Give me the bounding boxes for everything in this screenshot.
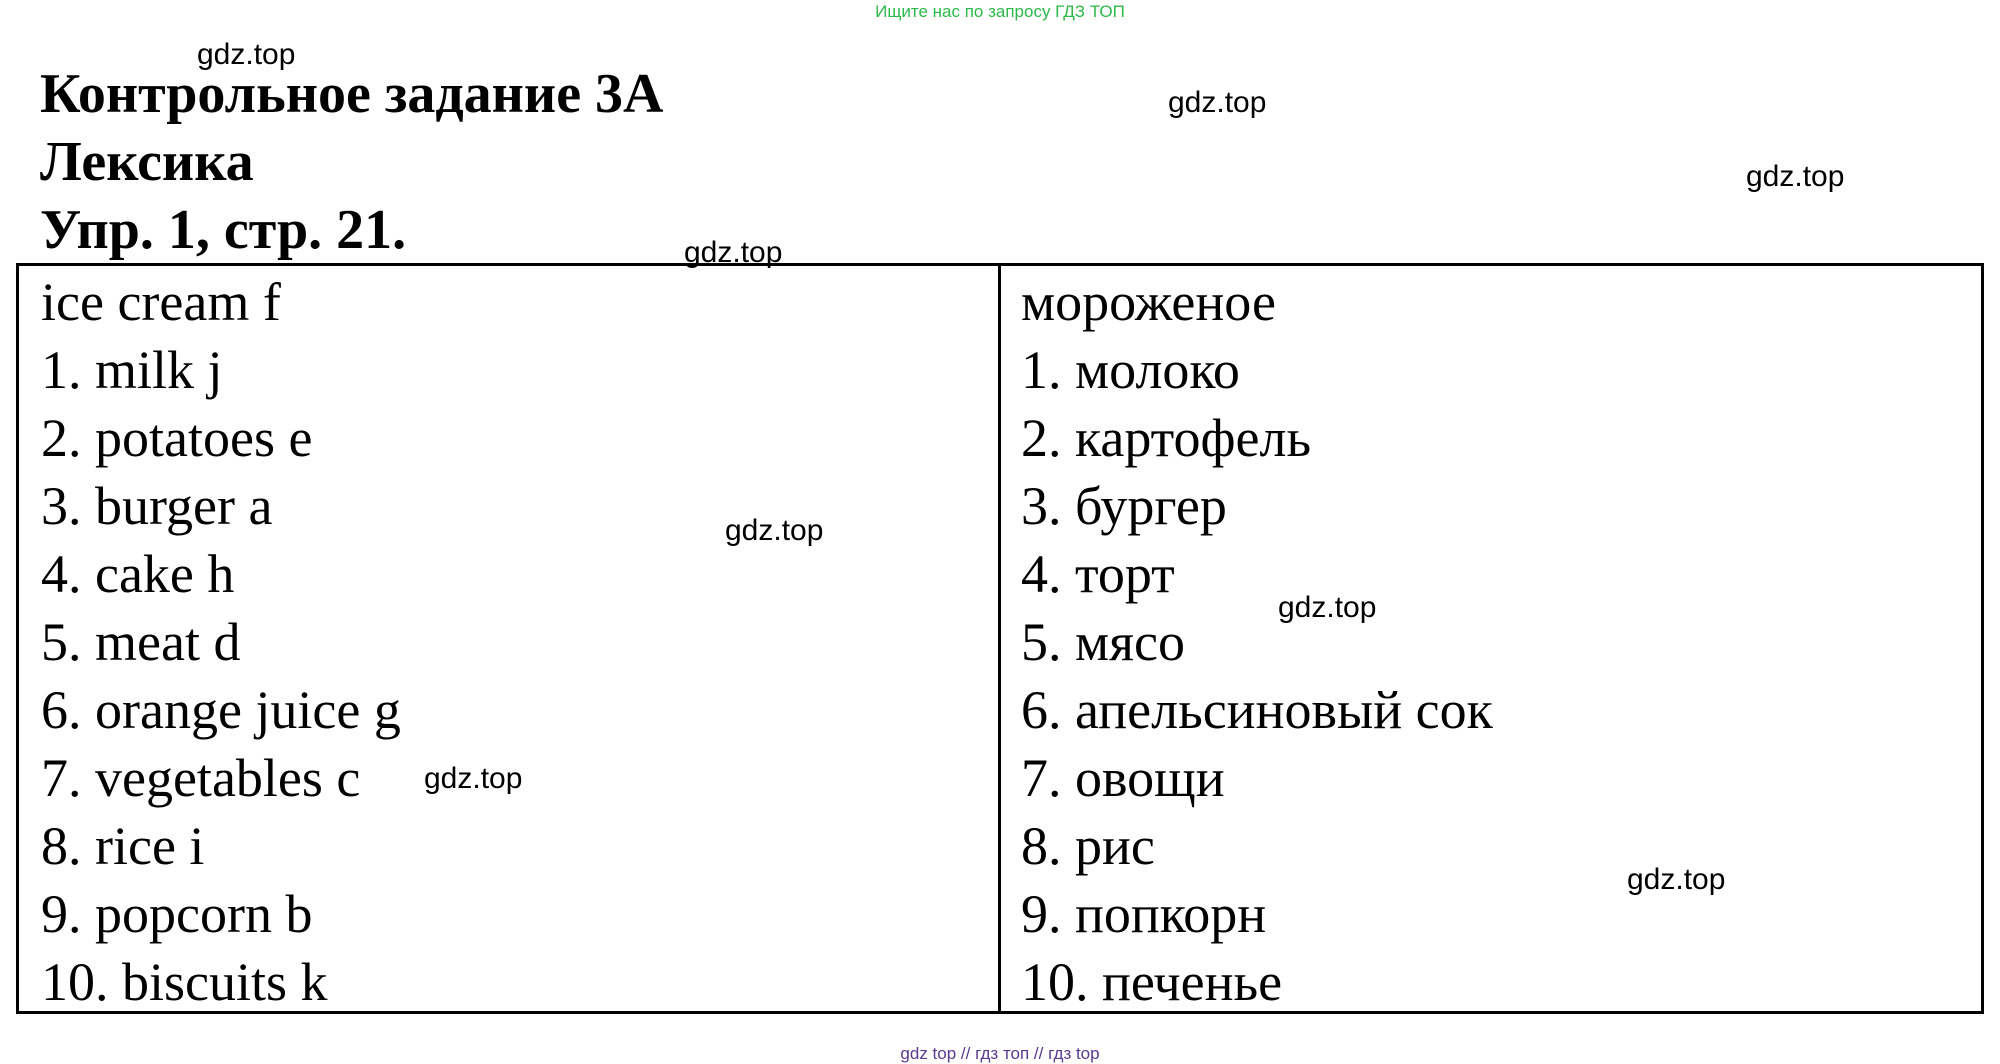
english-row: 3. burger a <box>41 476 273 536</box>
english-row: ice cream f <box>41 272 281 332</box>
page-title: Контрольное задание 3А <box>40 63 664 125</box>
english-row: 6. orange juice g <box>41 680 401 740</box>
russian-row: 1. молоко <box>1021 340 1240 400</box>
russian-row: 8. рис <box>1021 816 1155 876</box>
russian-row: 4. торт <box>1021 544 1175 604</box>
top-banner: Ищите нас по запросу ГДЗ ТОП <box>875 2 1125 21</box>
english-row: 10. biscuits k <box>41 952 328 1012</box>
footer-links: gdz top // гдз топ // гдз top <box>900 1044 1100 1063</box>
english-row: 4. cake h <box>41 544 235 604</box>
russian-row: 9. попкорн <box>1021 884 1267 944</box>
english-row: 1. milk j <box>41 340 223 400</box>
watermark: gdz.top <box>1278 591 1377 624</box>
watermark: gdz.top <box>1168 86 1267 119</box>
watermark: gdz.top <box>684 236 783 269</box>
russian-row: 7. овощи <box>1021 748 1225 808</box>
exercise-title: Упр. 1, стр. 21. <box>40 199 407 261</box>
watermark: gdz.top <box>1627 863 1726 896</box>
english-column <box>19 266 1001 1011</box>
watermark: gdz.top <box>1746 160 1845 193</box>
russian-row: 10. печенье <box>1021 952 1283 1012</box>
russian-row: 5. мясо <box>1021 612 1185 672</box>
russian-row: 6. апельсиновый сок <box>1021 680 1493 740</box>
english-row: 5. meat d <box>41 612 241 672</box>
english-row: 8. rice i <box>41 816 205 876</box>
russian-row: мороженое <box>1021 272 1276 332</box>
russian-column <box>1001 266 1981 1011</box>
watermark: gdz.top <box>197 38 296 71</box>
english-row: 2. potatoes e <box>41 408 313 468</box>
english-row: 9. popcorn b <box>41 884 313 944</box>
watermark: gdz.top <box>725 514 824 547</box>
watermark: gdz.top <box>424 762 523 795</box>
english-row: 7. vegetables c <box>41 748 361 808</box>
russian-row: 3. бургер <box>1021 476 1227 536</box>
section-title: Лексика <box>40 131 254 193</box>
answer-table <box>16 263 1984 1014</box>
russian-row: 2. картофель <box>1021 408 1312 468</box>
